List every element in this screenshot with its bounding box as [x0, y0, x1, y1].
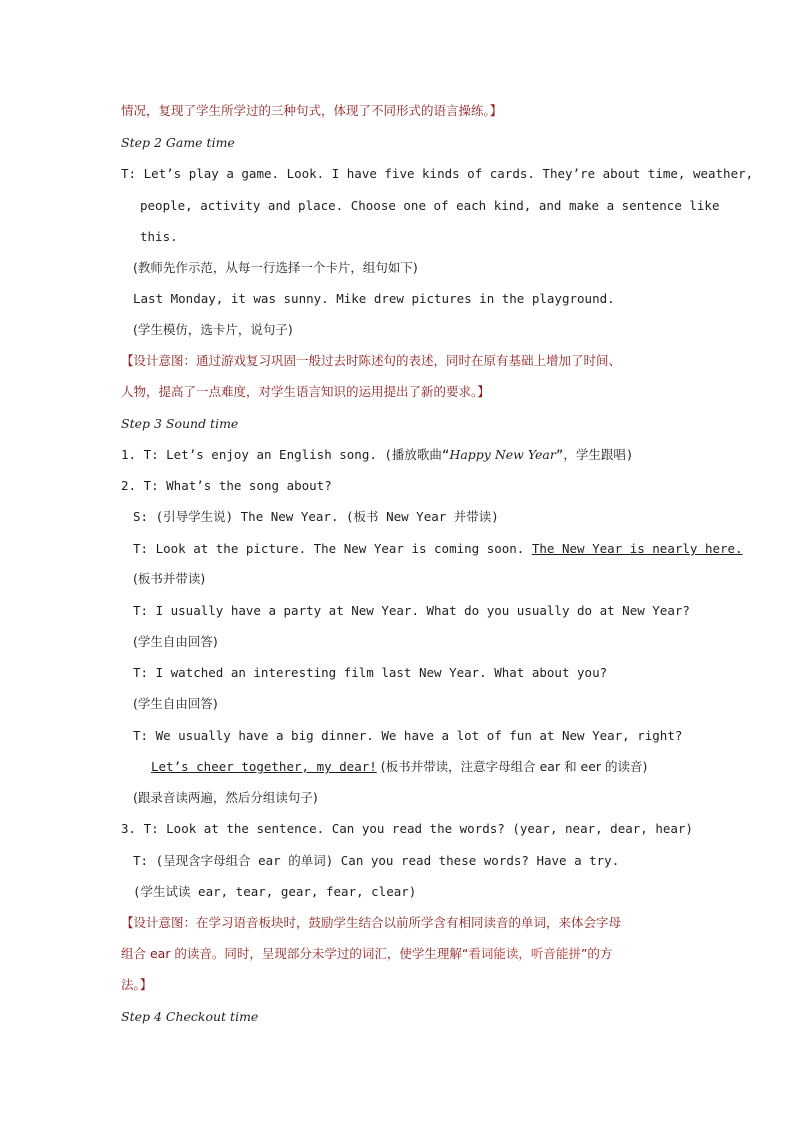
step3-design-intent-line-1: 【设计意图：在学习语音板块时，鼓励学生结合以前所学含有相同读音的单词，来体会字母 [121, 915, 622, 930]
step3-item-3-teacher: T: (呈现含字母组合 ear 的单词) Can you read these words? Have a try. [133, 853, 620, 868]
highlight-phrase: 看词能读，听音能拼 [468, 946, 581, 961]
note-free-answer-1: (学生自由回答) [133, 634, 218, 649]
step2-design-intent-line-1: 【设计意图：通过游戏复习巩固一般过去时陈述句的表述，同时在原有基础上增加了时间、 [121, 353, 622, 368]
step3-item-1 [121, 446, 633, 464]
step3-item-2-question: 2. T: What’s the song about? [121, 478, 332, 493]
step2-heading: Step 2 Game time [121, 135, 235, 150]
step3-item-3-question: 3. T: Look at the sentence. Can you read the words? (year, near, dear, hear) [121, 821, 693, 836]
cheer-line [151, 758, 647, 776]
step2-imitate-note: (学生模仿，选卡片，说句子) [133, 322, 293, 337]
note-follow-recording: (跟录音读两遍，然后分组读句子) [133, 790, 318, 805]
step3-item-1-tail: ”，学生跟唱) [555, 447, 634, 462]
underlined-sentence: The New Year is nearly here. [531, 541, 743, 556]
step3-design-intent-line-2 [121, 945, 612, 963]
step2-demo-note: (教师先作示范，从每一行选择一个卡片，组句如下) [133, 260, 418, 275]
note-board: (板书并带读) [133, 571, 206, 586]
teacher-line-text: T: Look at the picture. The New Year is coming soon. [133, 541, 532, 556]
design-intent-text: 组合 ear 的读音。同时，呈现部分未学过的词汇，使学生理解“ [121, 946, 469, 961]
step3-item-2-teacher-3: T: I watched an interesting film last New Year. What about you? [133, 665, 608, 680]
song-title: Happy New Year [449, 447, 556, 462]
cheer-note: (板书并带读，注意字母组合 ear 和 eer 的读音) [376, 759, 648, 774]
step3-item-3-student: (学生试读 ear, tear, gear, fear, clear) [133, 884, 417, 899]
step3-item-2-teacher-1 [133, 540, 743, 558]
step2-example-sentence: Last Monday, it was sunny. Mike drew pictures in the playground. [133, 291, 615, 306]
step2-teacher-line-2: people, activity and place. Choose one of each kind, and make a sentence like [140, 198, 720, 213]
design-intent-tail: 情况，复现了学生所学过的三种句式，体现了不同形式的语言操练。】 [121, 103, 503, 118]
cheer-sentence: Let’s cheer together, my dear! [151, 759, 377, 774]
step3-item-2-teacher-2: T: I usually have a party at New Year. What do you usually do at New Year? [133, 603, 690, 618]
step3-item-1-text: 1. T: Let’s enjoy an English song. (播放歌曲“ [121, 447, 450, 462]
note-free-answer-2: (学生自由回答) [133, 696, 218, 711]
step2-teacher-line-1: T: Let’s play a game. Look. I have five kinds of cards. They’re about time, weather, [121, 166, 754, 181]
step2-teacher-line-3: this. [140, 229, 178, 244]
step3-item-2-teacher-4: T: We usually have a big dinner. We have a lot of fun at New Year, right? [133, 728, 683, 743]
step3-design-intent-line-3: 法。】 [121, 977, 153, 992]
step4-heading: Step 4 Checkout time [121, 1009, 259, 1024]
step3-heading: Step 3 Sound time [121, 416, 239, 431]
step3-item-2-student: S: (引导学生说) The New Year. (板书 New Year 并带读) [133, 509, 499, 524]
design-intent-text-tail: ”的方 [580, 946, 613, 961]
step2-design-intent-line-2: 人物，提高了一点难度，对学生语言知识的运用提出了新的要求。】 [121, 384, 490, 399]
